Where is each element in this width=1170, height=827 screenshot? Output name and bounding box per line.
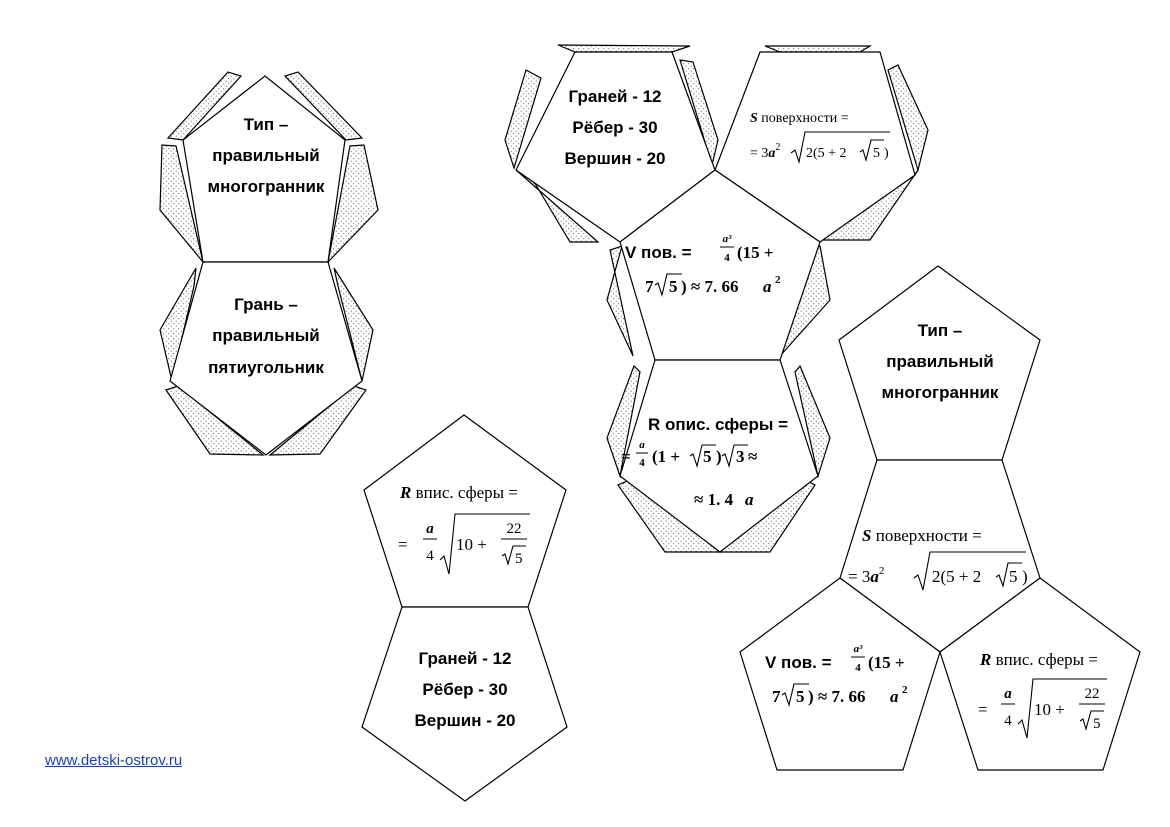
- frac-num: a: [426, 521, 434, 537]
- insc-ten: 10 +: [456, 535, 487, 554]
- svg-text:R впис. сферы =: [399, 483, 518, 502]
- root-five: 5: [515, 551, 523, 567]
- root-five: 5: [703, 447, 712, 466]
- symbol-a: a: [890, 687, 899, 706]
- frac-num: a³: [853, 643, 863, 655]
- frac-num: a: [639, 439, 645, 451]
- root-five: 5: [873, 146, 880, 161]
- circum-line3: ≈ 1. 4: [694, 490, 734, 509]
- face-line: пятиугольник: [208, 358, 324, 377]
- glue-tab: [558, 45, 690, 52]
- insc-eq: =: [978, 700, 988, 719]
- volume-approx: ) ≈ 7. 66: [808, 687, 866, 706]
- volume-label: V пов. =: [625, 243, 692, 262]
- surface-eq: = 3: [848, 567, 871, 586]
- root-five: 5: [669, 277, 678, 296]
- bottom-right-net: [740, 266, 1140, 770]
- frac-num: a³: [722, 233, 732, 245]
- count-line: Вершин - 20: [564, 149, 666, 168]
- count-line: Граней - 12: [568, 87, 662, 106]
- type-line: правильный: [212, 146, 320, 165]
- face-counts-mid: [362, 607, 567, 801]
- face-line: Грань –: [234, 295, 298, 314]
- surface-label: поверхности =: [757, 111, 849, 126]
- middle-net: [362, 415, 567, 801]
- insc-label: впис. сферы =: [411, 483, 518, 502]
- symbol-a: a: [870, 567, 879, 586]
- exponent: 2: [775, 274, 781, 286]
- website-link[interactable]: www.detski-ostrov.ru: [45, 752, 183, 769]
- type-line: правильный: [886, 352, 994, 371]
- insc-eq: =: [398, 535, 408, 554]
- symbol-a: a: [745, 490, 754, 509]
- circum-p1: (1 +: [652, 447, 681, 466]
- frac-den: 4: [855, 662, 861, 674]
- root-three: 3: [736, 447, 745, 466]
- circum-approx: ≈: [748, 447, 758, 466]
- symbol-r: R: [400, 483, 412, 502]
- insc-label: впис. сферы =: [991, 650, 1098, 669]
- symbol-s: S: [862, 526, 872, 545]
- counts-text: [564, 87, 665, 168]
- count-line: Рёбер - 30: [422, 680, 508, 699]
- root-five: 5: [1009, 567, 1018, 586]
- volume-rest: (15 +: [868, 653, 905, 672]
- face-line: правильный: [212, 326, 320, 345]
- frac-den: 4: [1004, 713, 1012, 729]
- type-line: Тип –: [917, 321, 963, 340]
- root-five: 5: [796, 687, 805, 706]
- type-line: Тип –: [243, 115, 289, 134]
- exponent: 2: [878, 565, 885, 577]
- circum-title: R опис. сферы =: [647, 415, 789, 434]
- frac-den: 4: [724, 252, 730, 264]
- count-line: Граней - 12: [418, 649, 512, 668]
- symbol-s: S: [750, 111, 758, 126]
- frac-den: 4: [426, 548, 434, 564]
- frac-num: 22: [506, 521, 522, 537]
- volume-seven: 7: [645, 277, 654, 296]
- exponent: 2: [902, 684, 908, 696]
- root-five: 5: [1093, 716, 1101, 732]
- symbol-r: R: [980, 650, 992, 669]
- face-inscribed-sphere: [364, 415, 566, 607]
- surface-close: ): [1022, 567, 1028, 586]
- symbol-a: a: [768, 146, 776, 161]
- svg-text:S поверхности =: [750, 111, 849, 126]
- surface-inner: 2(5 + 2: [932, 567, 982, 586]
- symbol-a: a: [763, 277, 772, 296]
- volume-seven: 7: [772, 687, 781, 706]
- volume-approx: ) ≈ 7. 66: [681, 277, 739, 296]
- frac-den: 4: [639, 457, 645, 469]
- insc-ten: 10 +: [1034, 700, 1065, 719]
- surface-close: ): [884, 146, 889, 161]
- frac-num: a: [1004, 686, 1012, 702]
- frac-num: 22: [1084, 686, 1100, 702]
- circum-p2: ): [716, 447, 722, 466]
- svg-text:S поверхности =: [862, 526, 982, 545]
- count-line: Вершин - 20: [414, 711, 516, 730]
- glue-tab: [765, 46, 870, 52]
- volume-rest: (15 +: [737, 243, 774, 262]
- count-line: Рёбер - 30: [572, 118, 658, 137]
- counts-text-mid: [414, 649, 515, 730]
- surface-eq: = 3: [750, 146, 769, 161]
- exponent: 2: [775, 142, 781, 153]
- type-line: многогранник: [207, 177, 325, 196]
- svg-text:R впис. сферы =: [979, 650, 1098, 669]
- surface-inner: 2(5 + 2: [806, 146, 847, 161]
- left-net: [160, 72, 378, 455]
- circum-eq: =: [621, 447, 631, 466]
- type-line: многогранник: [881, 383, 999, 402]
- surface-label: поверхности =: [871, 526, 982, 545]
- volume-label: V пов. =: [765, 653, 832, 672]
- top-right-net: [505, 45, 928, 552]
